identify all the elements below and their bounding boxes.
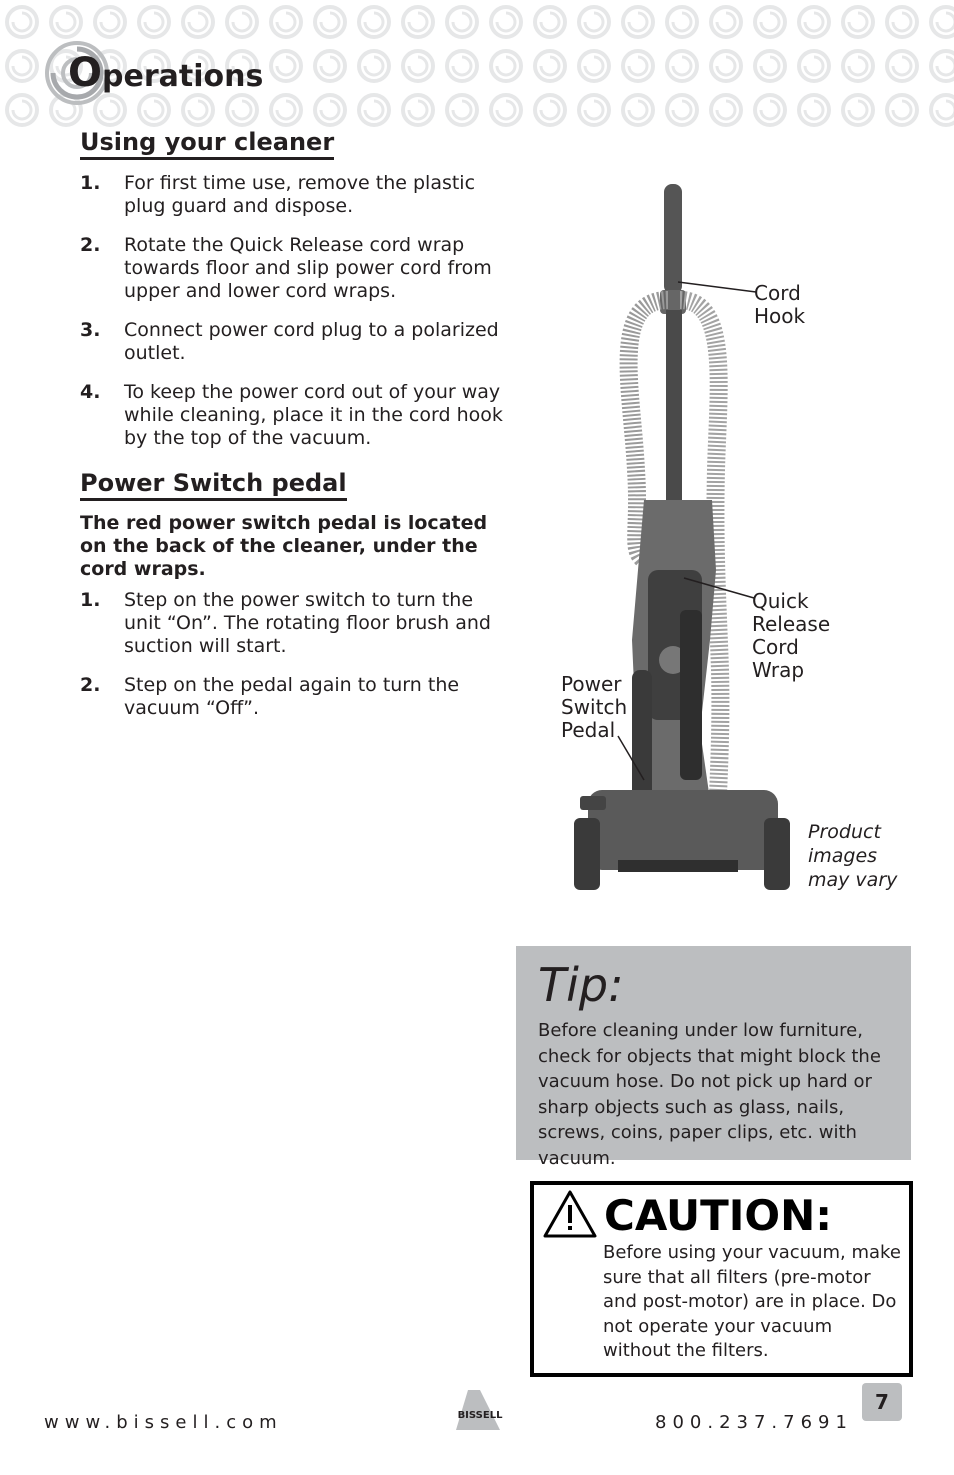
- step-number: 4.: [80, 381, 101, 403]
- step-text: Step on the pedal again to turn the vacuum “Off”.: [124, 674, 460, 719]
- step-number: 3.: [80, 319, 101, 341]
- callout-cord-hook: Cord Hook: [754, 281, 806, 328]
- warning-triangle-icon: [542, 1189, 598, 1239]
- power-switch-heading: Power Switch pedal: [80, 469, 347, 501]
- list-item: [80, 319, 510, 365]
- step-text: To keep the power cord out of your way while cleaning, place it in the cord hook by the top of the vacuum.: [124, 381, 503, 449]
- page-title: [68, 50, 263, 96]
- step-text: Connect power cord plug to a polarized outlet.: [124, 319, 499, 364]
- page-number: 7: [862, 1383, 902, 1421]
- vacuum-illustration: [540, 170, 940, 910]
- footer-phone: 800.237.7691: [655, 1412, 853, 1433]
- list-item: [80, 234, 510, 303]
- caution-box: [530, 1181, 913, 1377]
- step-text: Rotate the Quick Release cord wrap towards floor and slip power cord from upper and lower cord wraps.: [124, 234, 492, 302]
- image-disclaimer: Product images may vary: [808, 821, 898, 891]
- tip-text: Before cleaning under low furniture, check for objects that might block the vacuum hose. Do not pick up hard or sharp objects such as glass, nails, screws, coins, paper clips, etc. with vacuum.: [538, 1020, 881, 1169]
- step-text: For first time use, remove the plastic plug guard and dispose.: [124, 172, 476, 217]
- page-title-rest: perations: [102, 59, 264, 94]
- bissell-logo: [448, 1388, 512, 1432]
- step-number: 2.: [80, 234, 101, 256]
- list-item: [80, 172, 510, 218]
- list-item: [80, 674, 510, 720]
- logo-text: BISSELL: [457, 1410, 503, 1421]
- step-text: Step on the power switch to turn the unit “On”. The rotating floor brush and suction will start.: [124, 589, 491, 657]
- step-number: 2.: [80, 674, 101, 696]
- footer-website: www.bissell.com: [44, 1412, 283, 1433]
- list-item: [80, 589, 510, 658]
- using-cleaner-steps: [80, 172, 510, 466]
- using-cleaner-heading: Using your cleaner: [80, 128, 334, 160]
- step-number: 1.: [80, 172, 101, 194]
- step-number: 1.: [80, 589, 101, 611]
- tip-box: [516, 946, 911, 1169]
- caution-text: Before using your vacuum, make sure that all filters (pre-motor and post-motor) are in place. Do not operate your vacuum without the filters.: [603, 1242, 901, 1361]
- caution-heading: CAUTION:: [604, 1191, 833, 1240]
- callout-power-pedal: Power Switch Pedal: [561, 672, 628, 742]
- vacuum-figure: [540, 170, 940, 910]
- tip-heading: Tip:: [538, 958, 624, 1012]
- callout-quick-release: Quick Release Cord Wrap: [752, 589, 831, 682]
- page-title-initial: O: [68, 50, 103, 96]
- power-switch-steps: [80, 589, 510, 736]
- list-item: [80, 381, 510, 450]
- power-switch-lead: The red power switch pedal is located on the back of the cleaner, under the cord wraps.: [80, 512, 488, 580]
